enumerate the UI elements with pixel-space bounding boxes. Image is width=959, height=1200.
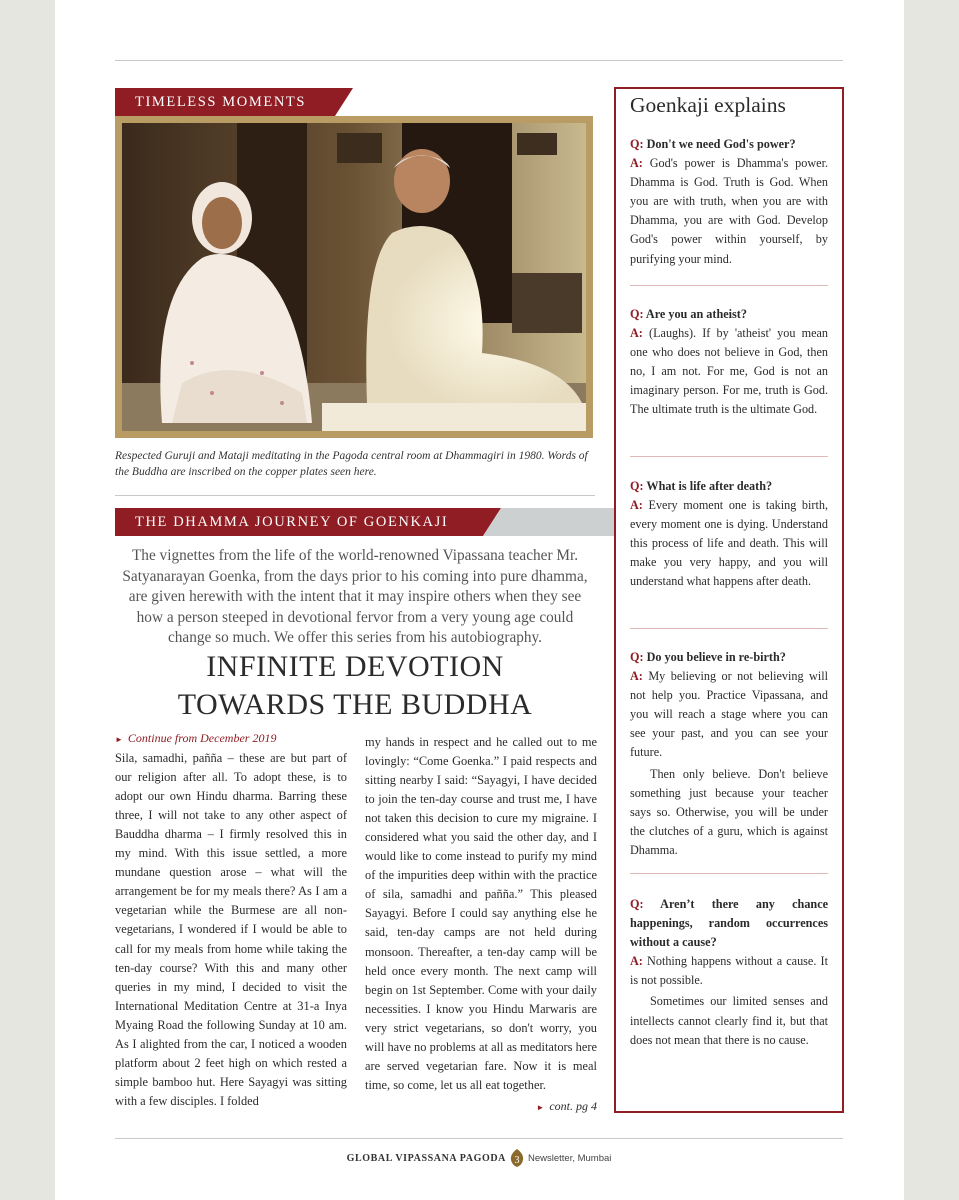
question: Are you an atheist?	[645, 307, 747, 321]
intro-paragraph: The vignettes from the life of the world-renowned Vipassana teacher Mr. Satyanarayan Goenka, from the days prior to his coming into pure dhamma, are given herewith with the intent that it may inspire others when they see how a person steeped in devotional fervor from a very young age could change so much. We offer this series from his autobiography.	[122, 547, 588, 646]
qa-item	[630, 895, 828, 1050]
page-number: 3	[514, 1155, 520, 1166]
q-label: Q:	[630, 307, 644, 321]
q-label: Q:	[630, 650, 644, 664]
answer: Every moment one is taking birth, every moment one is dying. Understand this process of life and death. This will make you very happy, and you will understand what happens after death.	[630, 498, 829, 589]
question: What is life after death?	[646, 479, 773, 493]
newsletter-page	[55, 0, 904, 1200]
triangle-right-icon: ►	[536, 1103, 545, 1112]
photo-caption: Respected Guruji and Mataji meditating in the Pagoda central room at Dhammagiri in 1980. Words of the Buddha are inscribed on the copper plates seen here.	[115, 450, 588, 478]
qa-item	[630, 135, 828, 269]
headline-line-1: INFINITE DEVOTION	[206, 650, 504, 683]
article-headline	[117, 648, 593, 724]
answer: My believing or not believing will not help you. Practice Vipassana, and you will reach a stage where you can see your past, and you can see your future.	[630, 669, 828, 760]
answer: God's power is Dhamma's power. Dhamma is God. Truth is God. When you are with truth, when you are with Dhamma, you are with God. Develop God's power within yourself, by purifying your mind.	[630, 156, 829, 266]
q-label: Q:	[630, 897, 644, 911]
a-label: A:	[630, 669, 643, 684]
dhamma-journey-banner	[115, 508, 595, 536]
column-2-text: my hands in respect and he called out to me lovingly: “Come Goenka.” I paid respects and sitting nearby I said: “Sayagyi, I have decided to join the ten-day course and trust me, I have not taken this decision to cure my migraine. I considered what you said the other day, and I would like to come instead to purify my mind of the impurities deep within with the practice of sila, samadhi and pañña.” This pleased Sayagyi. Before I could say anything else he said, ten-day camps are not held during monsoon. Thereafter, a ten-day camp will be held once every month. The next camp will begin on 1st September. Come with your daily necessities. I know you Hindu Marwaris are very strict vegetarians, so don't worry, you will have no problems at all as meditators here are served vegetarian fare. Now it is meal time, so come, let us all eat together.	[365, 735, 597, 1092]
bottom-rule	[115, 1138, 843, 1139]
a-label: A:	[630, 156, 643, 171]
qa-item	[630, 477, 828, 592]
continue-from-link[interactable]	[115, 729, 347, 749]
section-title: TIMELESS MOMENTS	[115, 88, 335, 116]
q-label: Q:	[630, 137, 644, 151]
question: Do you believe in re-birth?	[646, 650, 786, 664]
continued-page-link[interactable]	[505, 1099, 597, 1114]
continued-page-text: cont. pg 4	[549, 1099, 597, 1113]
column-1-text: Sila, samadhi, pañña – these are but part of our religion after all. To adopt these, is to adopt our own Hindu dharma. Barring these three, I will not take to any other aspect of Bauddha dharma – I firmly resolved this in my mind. With this issue settled, a more mundane question arose – what will the arrangement be for my meals there? As I am a vegetarian while the Burmese are all non-vegetarians, I wondered if I would be able to call for my meals from home while taking the ten-day course? With this and many other queries in my mind, I decided to visit the International Meditation Centre at 31-a Inya Myaing Road the following Sunday at 10 am. As I alighted from the car, I noticed a wooden platform about 2 feet high on which rested a simple bamboo hut. Here Sayagyi was sitting with a few disciples. I folded	[115, 751, 347, 1108]
answer: (Laughs). If by 'atheist' you mean one who does not believe in God, then no, I am not. For me, God is not an imaginary person. For me, truth is God. The ultimate truth is the ultimate God.	[630, 326, 828, 417]
meditation-photo	[115, 116, 593, 438]
continue-from-text: Continue from December 2019	[127, 731, 277, 745]
question: Don't we need God's power?	[646, 137, 796, 151]
qa-separator	[630, 285, 828, 286]
a-label: A:	[630, 498, 643, 513]
section-title: THE DHAMMA JOURNEY OF GOENKAJI	[115, 508, 483, 536]
a-label: A:	[630, 326, 643, 341]
page-footer	[115, 1148, 843, 1168]
triangle-right-icon: ►	[115, 735, 123, 744]
publication-name: GLOBAL VIPASSANA PAGODA	[346, 1152, 506, 1164]
sidebar-title: Goenkaji explains	[630, 93, 786, 117]
headline-line-2: TOWARDS THE BUDDHA	[177, 688, 533, 721]
q-label: Q:	[630, 479, 644, 493]
caption-rule	[115, 495, 595, 496]
article-column-1	[115, 729, 347, 1111]
answer-continued: Sometimes our limited senses and intellects cannot clearly find it, but that does not mean that there is no cause.	[630, 994, 828, 1047]
answer: Nothing happens without a cause. It is not possible.	[630, 954, 828, 988]
article-column-2	[365, 733, 597, 1095]
qa-separator	[630, 873, 828, 874]
answer-continued: Then only believe. Don't believe something just because your teacher says so. Otherwise, you will be under the clutches of a guru, which is against Dhamma.	[630, 766, 828, 857]
question: Aren’t there any chance happenings, random occurrences without a cause?	[630, 897, 829, 950]
qa-item	[630, 648, 828, 860]
newsletter-label: Newsletter, Mumbai	[527, 1152, 612, 1164]
timeless-moments-banner	[115, 88, 415, 116]
photo-illustration	[122, 123, 586, 431]
top-rule	[115, 60, 843, 61]
qa-separator	[630, 456, 828, 457]
qa-separator	[630, 628, 828, 629]
qa-item	[630, 305, 828, 420]
bodhi-leaf-icon	[509, 1148, 525, 1168]
a-label: A:	[630, 954, 643, 969]
goenkaji-explains-sidebar	[614, 87, 844, 1113]
